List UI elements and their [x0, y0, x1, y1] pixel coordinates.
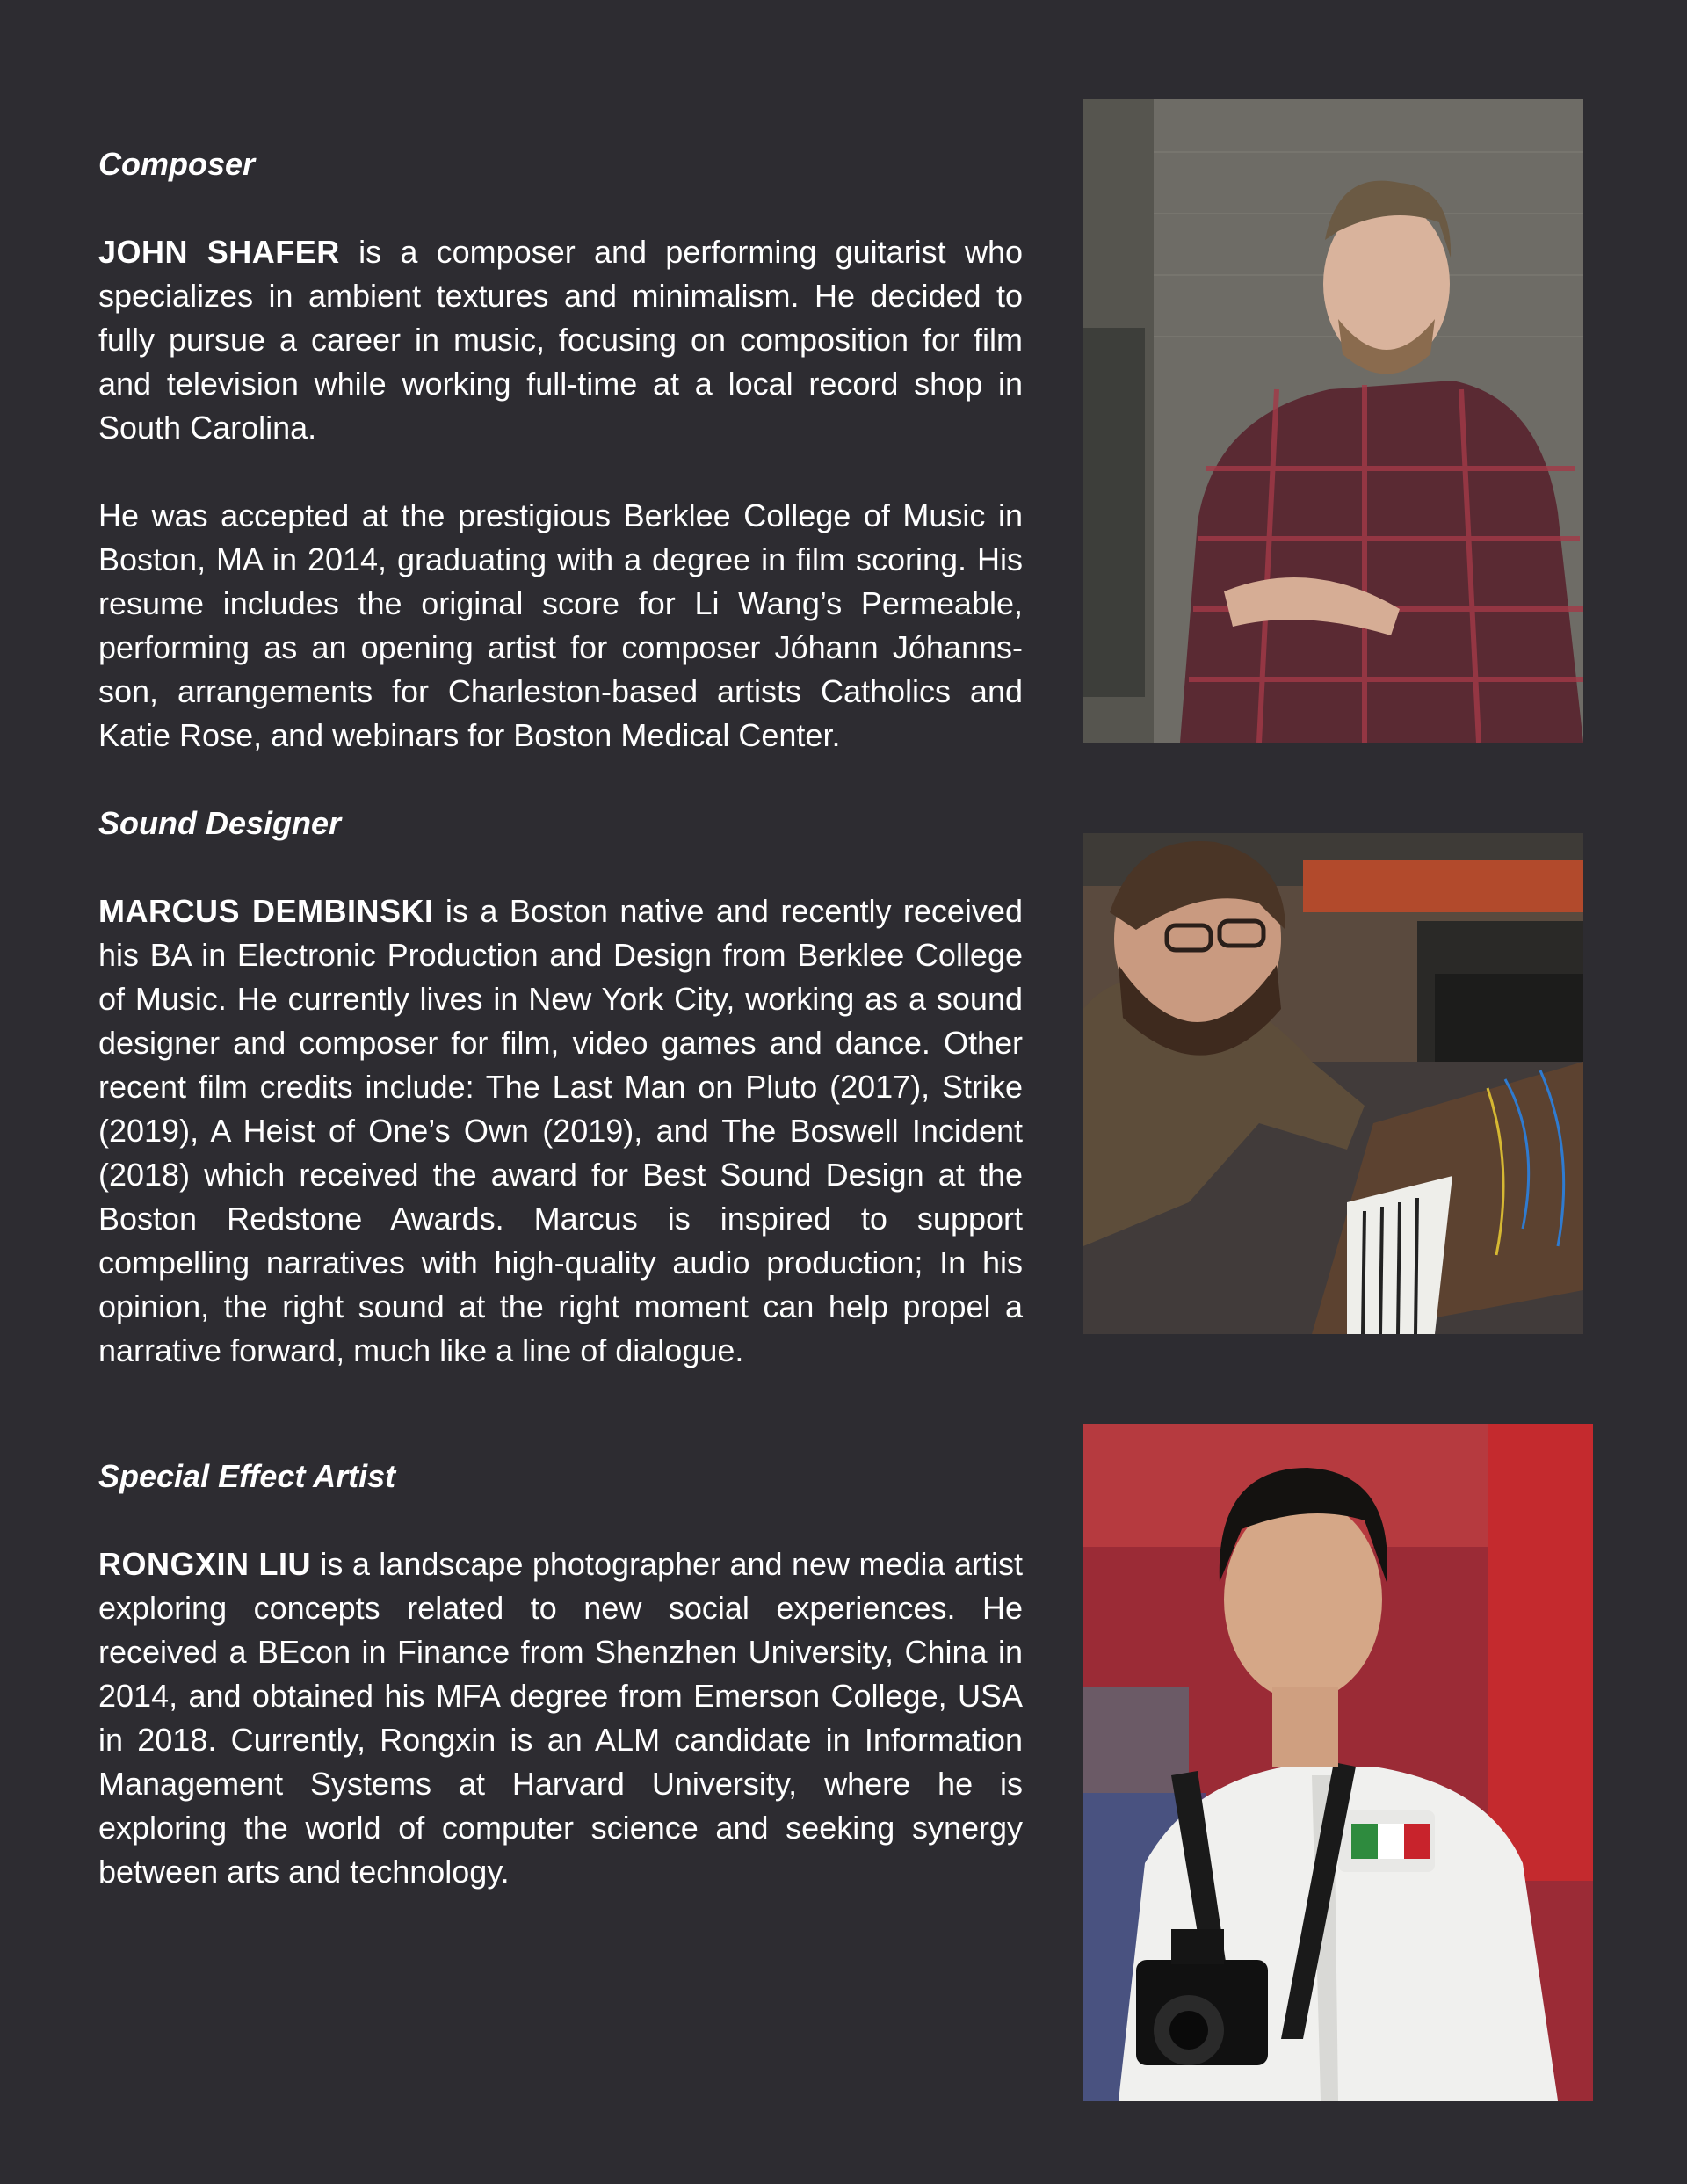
- sound-designer-role-heading: Sound Designer: [98, 805, 342, 841]
- special-effects-photo: [1083, 1424, 1593, 2101]
- composer-bio-text-1: is a composer and performing guitarist who specializes in ambient textures and minimalism. He decided to fully pursue a career in music, focusing on composition for film and television while working full-time at a local record shop in South Carolina.: [98, 234, 1023, 446]
- special-effects-role-heading: Special Effect Artist: [98, 1458, 396, 1494]
- special-effects-bio-paragraph: [98, 1542, 1023, 1894]
- special-effects-bio-text: is a landscape photographer and new media artist exploring concepts related to new social experiences. He received a BEcon in Finance from Shenzhen University, China in 2014, and obtained his MFA degree from Emerson College, USA in 2018. Currently, Rongxin is an ALM candidate in Information Management Systems at Harvard University, where he is exploring the world of computer science and seeking synergy between arts and technology.: [98, 1546, 1023, 1890]
- composer-bio-paragraph-1: [98, 230, 1023, 450]
- sound-designer-name: MARCUS DEMBINSKI: [98, 893, 434, 929]
- special-effects-section: [98, 1455, 1023, 1894]
- composer-section: [98, 142, 1023, 758]
- sound-designer-bio-paragraph: [98, 889, 1023, 1373]
- sound-designer-bio-text: is a Boston native and recently received his BA in Electronic Production and Design from Berklee College of Music. He currently lives in New York City, working as a sound designer and composer for film, video games and dance. Other recent film credits include: The Last Man on Pluto (2017), Strike (2019), A Heist of One’s Own (2019), and The Boswell Incident (2018) which received the award for Best Sound Design at the Boston Redstone Awards. Marcus is inspired to support compelling narratives with high-quality audio production; In his opinion, the right sound at the right moment can help propel a narrative forward, much like a line of dialogue.: [98, 893, 1023, 1368]
- sound-designer-photo: [1083, 833, 1583, 1334]
- composer-role-heading: Composer: [98, 146, 256, 182]
- composer-bio-paragraph-2: He was accepted at the prestigious Berklee College of Music in Boston, MA in 2014, graduating with a degree in film scoring. His resume includes the original score for Li Wang’s Permeable, performing as an opening artist for composer Jóhann Jóhannsson, arrangements for Charleston-based artists Catholics and Katie Rose, and webinars for Boston Medical Center.: [98, 497, 1023, 753]
- composer-photo: [1083, 99, 1583, 743]
- special-effects-name: RONGXIN LIU: [98, 1546, 311, 1582]
- sound-designer-section: [98, 802, 1023, 1373]
- composer-name: JOHN SHAFER: [98, 234, 340, 270]
